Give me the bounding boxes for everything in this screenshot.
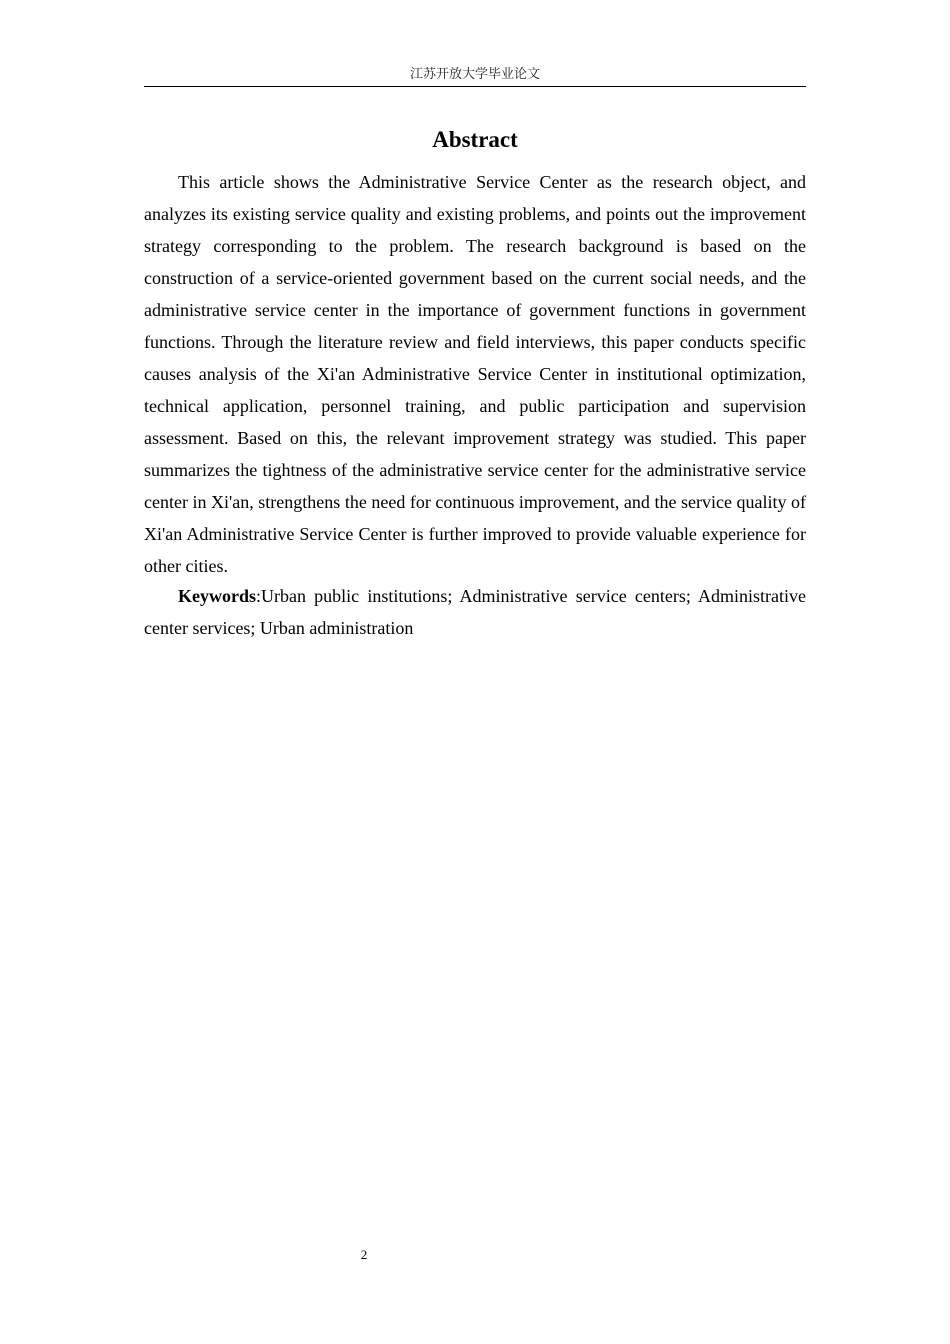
running-header: 江苏开放大学毕业论文	[144, 66, 806, 87]
keywords-list: :Urban public institutions; Administrative service centers; Administrative center services; Urban administration	[144, 586, 806, 638]
abstract-title: Abstract	[432, 127, 518, 152]
keywords-label: Keywords	[178, 586, 256, 606]
page-number: 2	[360, 1247, 368, 1262]
keywords-line	[144, 580, 806, 644]
abstract-paragraph: This article shows the Administrative Service Center as the research object, and analyzes its existing service quality and existing problems, and points out the improvement strategy corresponding to the problem. The research background is based on the construction of a service-oriented government based on the current social needs, and the administrative service center in the importance of government functions in government functions. Through the literature review and field interviews, this paper conducts specific causes analysis of the Xi'an Administrative Service Center in institutional optimization, technical application, personnel training, and public participation and supervision assessment. Based on this, the relevant improvement strategy was studied. This paper summarizes the tightness of the administrative service center for the administrative service center in Xi'an, strengthens the need for continuous improvement, and the service quality of Xi'an Administrative Service Center is further improved to provide valuable experience for other cities.	[144, 172, 806, 576]
